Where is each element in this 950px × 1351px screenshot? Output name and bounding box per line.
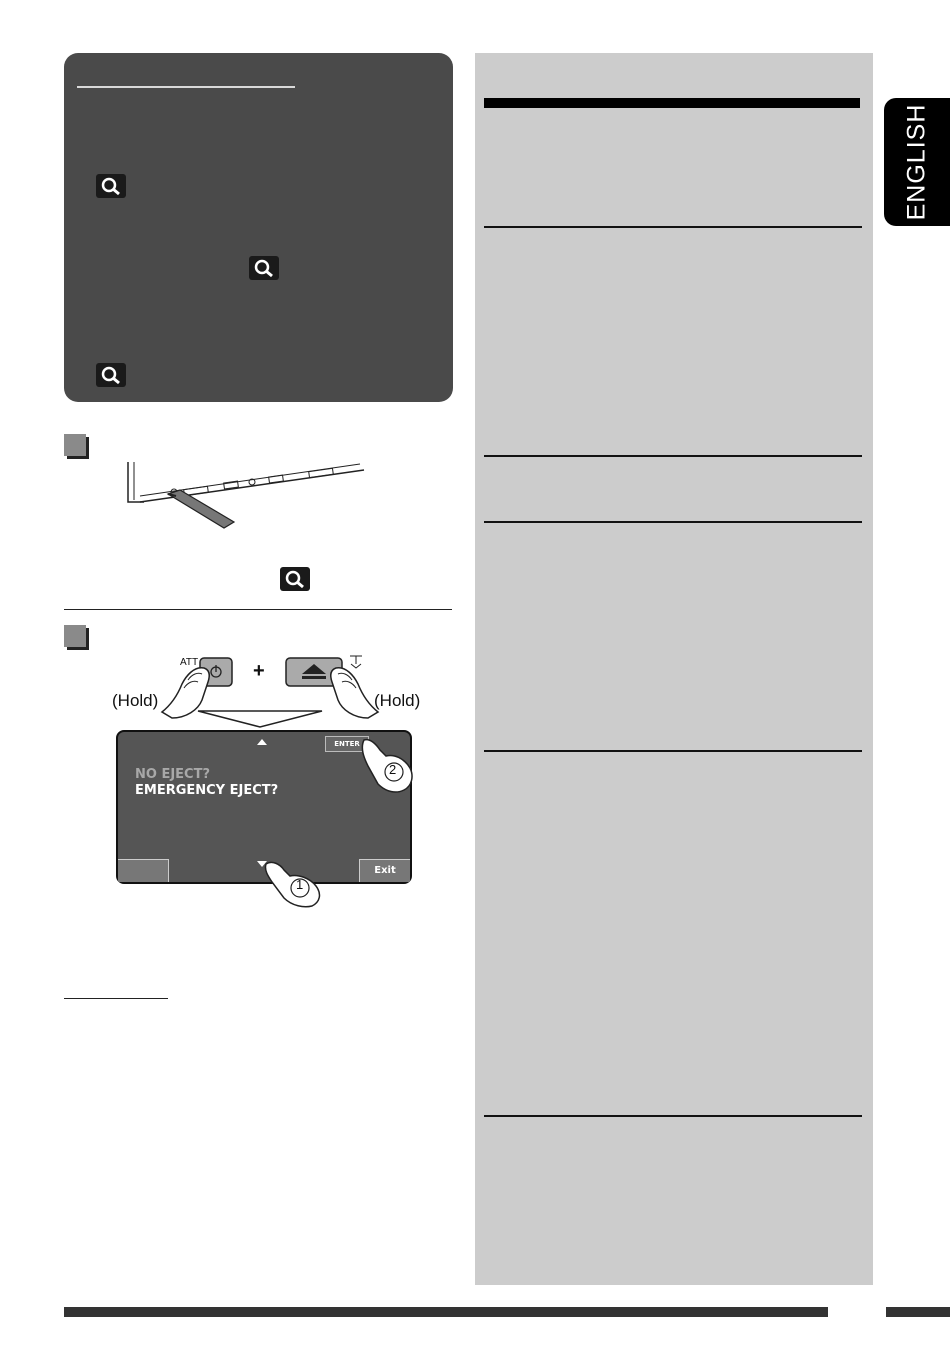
magnifier-icon	[249, 256, 279, 280]
section-rule	[484, 226, 862, 228]
heading-rule	[484, 98, 860, 108]
reset-button-illustration	[124, 460, 369, 532]
step-number: 2	[389, 762, 397, 777]
section-marker	[64, 625, 86, 647]
touch-hand-icon	[262, 858, 326, 908]
down-arrow-icon	[196, 709, 324, 729]
plus-sign: +	[253, 660, 265, 682]
magnifier-icon	[96, 174, 126, 198]
exit-button[interactable]: Exit	[359, 859, 410, 882]
section-rule	[484, 521, 862, 523]
scroll-up-icon[interactable]	[256, 738, 268, 746]
right-panel	[475, 53, 873, 1285]
emergency-eject-option[interactable]: EMERGENCY EJECT?	[135, 783, 279, 798]
section-rule	[484, 455, 862, 457]
no-eject-option[interactable]: NO EJECT?	[135, 767, 211, 782]
section-rule	[484, 1115, 862, 1117]
note-heading-rule	[64, 998, 168, 999]
hold-label-left: (Hold)	[112, 691, 159, 710]
magnifier-icon	[96, 363, 126, 387]
language-label: ENGLISH	[902, 103, 931, 221]
magnifier-icon	[280, 567, 310, 591]
step-number: 1	[296, 877, 304, 892]
section-rule	[484, 750, 862, 752]
footer-bar	[64, 1307, 828, 1317]
section-divider	[64, 609, 452, 610]
att-label: ATT	[180, 657, 199, 668]
enter-button[interactable]: ENTER	[325, 736, 369, 752]
touch-hand-icon	[356, 736, 416, 794]
info-box-rule	[77, 86, 295, 88]
screen-left-tab[interactable]	[118, 859, 169, 882]
footer-bar-right	[886, 1307, 950, 1317]
hold-label-right: (Hold)	[374, 691, 421, 710]
section-marker	[64, 434, 86, 456]
language-tab	[884, 98, 950, 226]
info-box	[64, 53, 453, 402]
